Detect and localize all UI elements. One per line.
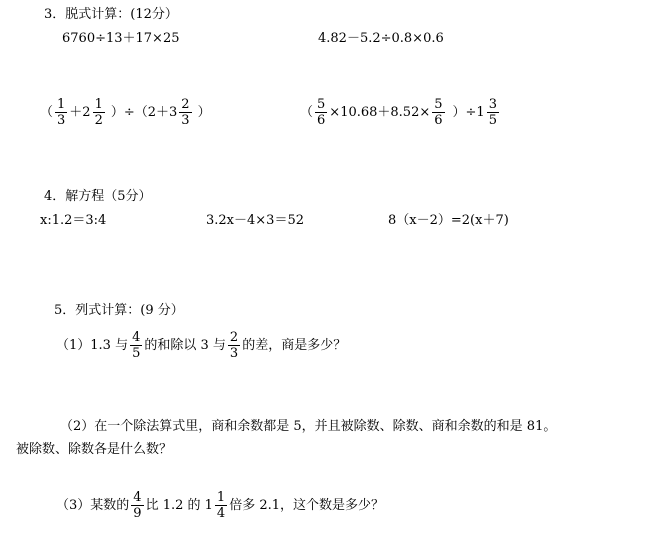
fraction <box>315 97 327 128</box>
question-text: 的差，商是多少？ <box>242 337 347 353</box>
problem-3-2: 4.82－5.2÷0.8×0.6 <box>318 31 444 46</box>
operator-text: ）÷（2＋3 <box>110 104 178 120</box>
denominator: 3 <box>181 113 190 128</box>
question-text: （1）1.3 与 <box>56 337 129 353</box>
problem-3-4 <box>300 97 501 128</box>
numerator: 1 <box>57 97 66 112</box>
problem-3-1: 6760÷13＋17×25 <box>62 31 180 46</box>
denominator: 5 <box>488 113 497 128</box>
denominator: 5 <box>132 346 141 361</box>
fraction <box>93 97 105 128</box>
problem-3-3 <box>40 97 211 128</box>
question-text: 比 1.2 的 1 <box>145 497 213 513</box>
question-text: 倍多 2.1，这个数是多少？ <box>229 497 384 513</box>
numerator: 4 <box>133 490 142 505</box>
denominator: 9 <box>133 506 142 521</box>
operator-text: ×10.68＋8.52× <box>329 104 431 120</box>
section-4-heading: 4．解方程（5分） <box>44 189 152 204</box>
fraction <box>487 97 499 128</box>
fraction <box>55 97 67 128</box>
fraction <box>228 330 240 361</box>
numerator: 1 <box>216 490 226 505</box>
question-5-2-line2: 被除数、除数各是什么数？ <box>16 442 173 457</box>
fraction <box>131 490 143 521</box>
section-5-heading: 5．列式计算：(9 分） <box>54 303 184 318</box>
numerator: 2 <box>229 330 239 345</box>
equation-1: x:1.2＝3:4 <box>40 213 107 228</box>
numerator: 5 <box>317 97 326 112</box>
paren-open: （ <box>300 104 314 120</box>
section-3-heading: 3．脱式计算：(12分） <box>44 7 178 22</box>
equation-3: 8（x－2）=2(x＋7) <box>388 213 509 228</box>
numerator: 3 <box>488 97 497 112</box>
question-5-3 <box>56 490 384 521</box>
question-text: （3）某数的 <box>56 497 130 513</box>
question-text: 的和除以 3 与 <box>144 337 226 353</box>
denominator: 6 <box>317 113 326 128</box>
paren-open: （ <box>40 104 54 120</box>
fraction <box>215 490 227 521</box>
denominator: 3 <box>57 113 66 128</box>
equation-2: 3.2x－4×3＝52 <box>206 213 304 228</box>
numerator: 4 <box>132 330 141 345</box>
fraction <box>130 330 142 361</box>
question-5-2-line1: （2）在一个除法算式里，商和余数都是 5，并且被除数、除数、商和余数的和是 81。 <box>60 419 557 434</box>
denominator: 6 <box>434 113 443 128</box>
operator-text: ）÷1 <box>452 104 485 120</box>
numerator: 2 <box>181 97 190 112</box>
denominator: 3 <box>229 346 239 361</box>
paren-close: ） <box>197 104 211 120</box>
fraction <box>179 97 191 128</box>
operator-text: ＋2 <box>69 104 91 120</box>
question-5-1 <box>56 330 346 361</box>
denominator: 2 <box>94 113 103 128</box>
numerator: 1 <box>94 97 103 112</box>
fraction <box>432 97 444 128</box>
numerator: 5 <box>434 97 443 112</box>
denominator: 4 <box>216 506 226 521</box>
